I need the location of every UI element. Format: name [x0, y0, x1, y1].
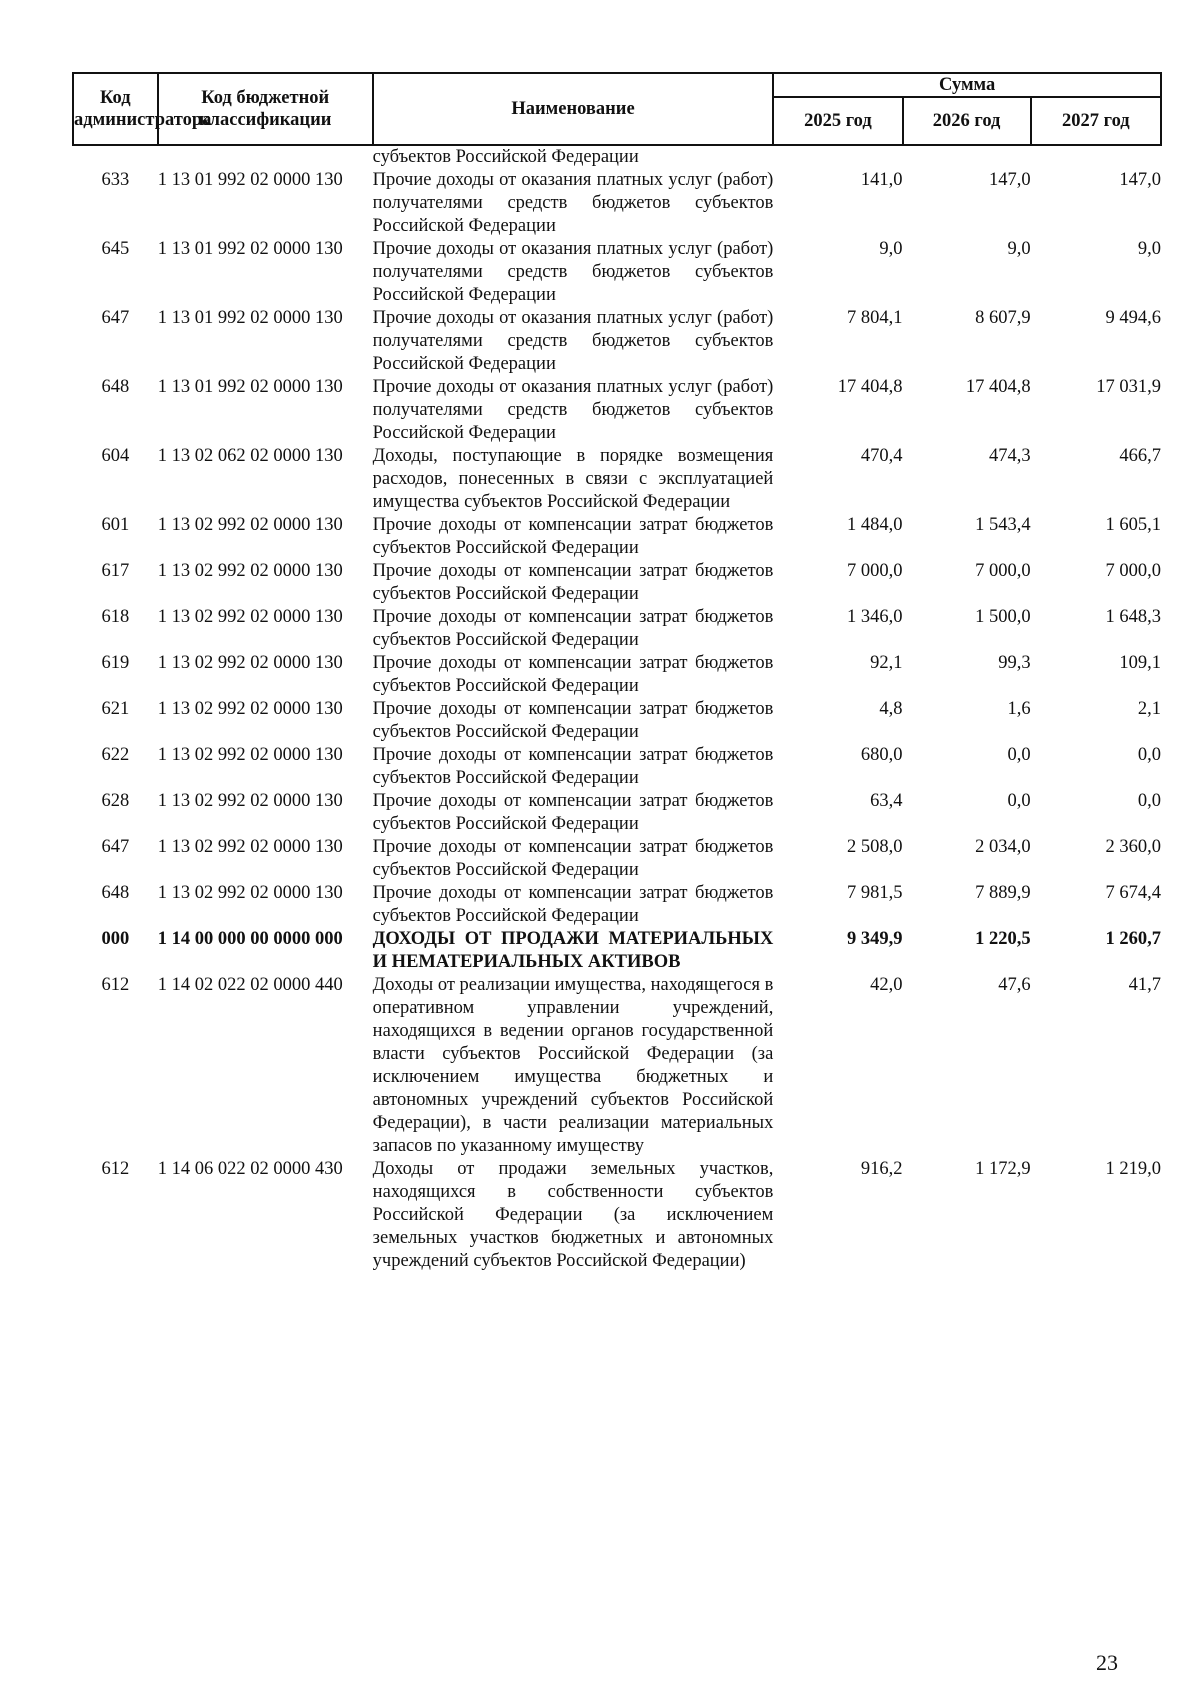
- amount-2025-cell: 680,0: [860, 745, 903, 765]
- table-row: [73, 606, 1161, 652]
- amount-2025-cell: 141,0: [860, 170, 903, 190]
- amount-2026-cell: 47,6: [998, 975, 1031, 995]
- table-row: [73, 560, 1161, 606]
- name-cell: Прочие доходы от компенсации затрат бюджетов субъектов Российской Федерации: [372, 883, 774, 926]
- header-year-2026: 2026 год: [903, 97, 1031, 145]
- table-row: [73, 698, 1161, 744]
- kbk-cell: 1 14 06 022 02 0000 430: [157, 1159, 343, 1179]
- amount-2025-cell: 7 000,0: [847, 561, 903, 581]
- amount-2027-cell: 2 360,0: [1105, 837, 1161, 857]
- name-cell: Прочие доходы от компенсации затрат бюджетов субъектов Российской Федерации: [372, 837, 774, 880]
- name-cell: Доходы от продажи земельных участков, находящихся в собственности субъектов Российской Федерации (за исключением земельных участков бюджетных и автономных учреждений субъектов Российской Федерации): [372, 1159, 774, 1271]
- amount-2025-cell: 9,0: [879, 239, 903, 259]
- amount-2027-cell: 7 674,4: [1105, 883, 1161, 903]
- amount-2026-cell: 1 220,5: [975, 929, 1031, 949]
- header-sum: Сумма: [773, 73, 1161, 97]
- amount-2026-cell: 2 034,0: [975, 837, 1031, 857]
- amount-2027-cell: 1 260,7: [1105, 929, 1161, 949]
- admin-code-cell: 619: [101, 653, 130, 673]
- admin-code-cell: 000: [101, 929, 130, 949]
- admin-code-cell: 648: [101, 883, 130, 903]
- admin-code-cell: 628: [101, 791, 130, 811]
- name-cell: Прочие доходы от оказания платных услуг (работ) получателями средств бюджетов субъектов Российской Федерации: [372, 308, 774, 374]
- amount-2026-cell: 17 404,8: [965, 377, 1031, 397]
- table-row: [73, 974, 1161, 1158]
- kbk-cell: 1 13 02 992 02 0000 130: [157, 791, 343, 811]
- table-row: [73, 1158, 1161, 1273]
- name-cell: Прочие доходы от компенсации затрат бюджетов субъектов Российской Федерации: [372, 515, 774, 558]
- header-admin-code: Код администратора: [73, 73, 158, 145]
- amount-2027-cell: 147,0: [1119, 170, 1161, 190]
- amount-2027-cell: 2,1: [1137, 699, 1161, 719]
- kbk-cell: 1 13 02 062 02 0000 130: [157, 446, 343, 466]
- table-row: [73, 744, 1161, 790]
- table-row: [73, 514, 1161, 560]
- amount-2027-cell: 466,7: [1119, 446, 1161, 466]
- table-header: [73, 73, 1161, 145]
- amount-2025-cell: 470,4: [860, 446, 903, 466]
- admin-code-cell: 647: [101, 308, 130, 328]
- page-number: 23: [1096, 1650, 1118, 1675]
- name-cell: Прочие доходы от компенсации затрат бюджетов субъектов Российской Федерации: [372, 607, 774, 650]
- admin-code-cell: 647: [101, 837, 130, 857]
- admin-code-cell: 618: [101, 607, 130, 627]
- header-name: Наименование: [373, 73, 774, 145]
- amount-2026-cell: 9,0: [1007, 239, 1031, 259]
- kbk-cell: 1 13 01 992 02 0000 130: [157, 377, 343, 397]
- amount-2026-cell: 1 172,9: [975, 1159, 1031, 1179]
- kbk-cell: 1 13 02 992 02 0000 130: [157, 607, 343, 627]
- name-cell: Прочие доходы от компенсации затрат бюджетов субъектов Российской Федерации: [372, 791, 774, 834]
- amount-2025-cell: 7 804,1: [847, 308, 903, 328]
- admin-code-cell: 612: [101, 1159, 130, 1179]
- amount-2027-cell: 9 494,6: [1105, 308, 1161, 328]
- header-year-2027: 2027 год: [1031, 97, 1161, 145]
- amount-2025-cell: 63,4: [870, 791, 903, 811]
- table-row: [73, 445, 1161, 514]
- amount-2026-cell: 1 543,4: [975, 515, 1031, 535]
- kbk-cell: 1 13 02 992 02 0000 130: [157, 837, 343, 857]
- admin-code-cell: 621: [101, 699, 130, 719]
- revenue-table: [72, 72, 1162, 1273]
- name-cell: ДОХОДЫ ОТ ПРОДАЖИ МАТЕРИАЛЬНЫХ И НЕМАТЕРИАЛЬНЫХ АКТИВОВ: [372, 929, 774, 972]
- amount-2026-cell: 147,0: [989, 170, 1031, 190]
- name-cell: Доходы, поступающие в порядке возмещения расходов, понесенных в связи с эксплуатацией имущества субъектов Российской Федерации: [372, 446, 774, 512]
- amount-2025-cell: 4,8: [879, 699, 903, 719]
- amount-2026-cell: 7 889,9: [975, 883, 1031, 903]
- amount-2025-cell: 1 346,0: [847, 607, 903, 627]
- amount-2027-cell: 1 648,3: [1105, 607, 1161, 627]
- kbk-cell: 1 13 01 992 02 0000 130: [157, 239, 343, 259]
- admin-code-cell: 622: [101, 745, 130, 765]
- amount-2027-cell: 109,1: [1119, 653, 1161, 673]
- amount-2027-cell: 9,0: [1137, 239, 1161, 259]
- table-row: [73, 238, 1161, 307]
- amount-2027-cell: 17 031,9: [1096, 377, 1161, 397]
- amount-2026-cell: 474,3: [989, 446, 1031, 466]
- amount-2026-cell: 1 500,0: [975, 607, 1031, 627]
- name-cell: Прочие доходы от компенсации затрат бюджетов субъектов Российской Федерации: [372, 653, 774, 696]
- name-cell: Прочие доходы от оказания платных услуг (работ) получателями средств бюджетов субъектов Российской Федерации: [372, 377, 774, 443]
- amount-2025-cell: 1 484,0: [847, 515, 903, 535]
- kbk-cell: 1 13 01 992 02 0000 130: [157, 308, 343, 328]
- admin-code-cell: 645: [101, 239, 130, 259]
- admin-code-cell: 601: [101, 515, 130, 535]
- table-body: [73, 145, 1161, 1273]
- amount-2027-cell: 1 605,1: [1105, 515, 1161, 535]
- amount-2025-cell: 92,1: [870, 653, 903, 673]
- kbk-cell: 1 13 01 992 02 0000 130: [157, 170, 343, 190]
- table-row: [73, 790, 1161, 836]
- kbk-cell: 1 13 02 992 02 0000 130: [157, 699, 343, 719]
- kbk-cell: 1 13 02 992 02 0000 130: [157, 653, 343, 673]
- table-row: [73, 652, 1161, 698]
- amount-2026-cell: 8 607,9: [975, 308, 1031, 328]
- amount-2027-cell: 0,0: [1137, 745, 1161, 765]
- document-page: [72, 72, 1162, 1273]
- header-year-2025: 2025 год: [773, 97, 902, 145]
- amount-2027-cell: 7 000,0: [1105, 561, 1161, 581]
- name-cell: Прочие доходы от компенсации затрат бюджетов субъектов Российской Федерации: [372, 745, 774, 788]
- table-row: [73, 307, 1161, 376]
- amount-2025-cell: 17 404,8: [837, 377, 903, 397]
- amount-2025-cell: 916,2: [860, 1159, 903, 1179]
- admin-code-cell: 612: [101, 975, 130, 995]
- name-cell: Прочие доходы от компенсации затрат бюджетов субъектов Российской Федерации: [372, 561, 774, 604]
- table-row: [73, 882, 1161, 928]
- table-row: [73, 169, 1161, 238]
- name-cell: Прочие доходы от оказания платных услуг (работ) получателями средств бюджетов субъектов Российской Федерации: [372, 170, 774, 236]
- kbk-cell: 1 13 02 992 02 0000 130: [157, 745, 343, 765]
- amount-2026-cell: 0,0: [1007, 745, 1031, 765]
- name-cell: Прочие доходы от оказания платных услуг (работ) получателями средств бюджетов субъектов Российской Федерации: [372, 239, 774, 305]
- amount-2026-cell: 99,3: [998, 653, 1031, 673]
- table-row: [73, 376, 1161, 445]
- amount-2025-cell: 7 981,5: [847, 883, 903, 903]
- admin-code-cell: 633: [101, 170, 130, 190]
- amount-2026-cell: 1,6: [1007, 699, 1031, 719]
- kbk-cell: 1 13 02 992 02 0000 130: [157, 515, 343, 535]
- amount-2027-cell: 41,7: [1128, 975, 1161, 995]
- admin-code-cell: 617: [101, 561, 130, 581]
- amount-2026-cell: 7 000,0: [975, 561, 1031, 581]
- admin-code-cell: 604: [101, 446, 130, 466]
- table-row: [73, 836, 1161, 882]
- name-cell: Доходы от реализации имущества, находящегося в оперативном управлении учреждений, находящихся в ведении органов государственной власти субъектов Российской Федерации (за исключением имущества бюджетных и автономных учреждений субъектов Российской Федерации), в части реализации материальных запасов по указанному имуществу: [372, 975, 774, 1156]
- kbk-cell: 1 14 00 000 00 0000 000: [157, 929, 343, 949]
- kbk-cell: 1 14 02 022 02 0000 440: [157, 975, 343, 995]
- amount-2027-cell: 1 219,0: [1105, 1159, 1161, 1179]
- continuation-row: [73, 145, 1161, 169]
- admin-code-cell: 648: [101, 377, 130, 397]
- table-row: [73, 928, 1161, 974]
- amount-2026-cell: 0,0: [1007, 791, 1031, 811]
- name-cell: Прочие доходы от компенсации затрат бюджетов субъектов Российской Федерации: [372, 699, 774, 742]
- amount-2025-cell: 42,0: [870, 975, 903, 995]
- amount-2027-cell: 0,0: [1137, 791, 1161, 811]
- continuation-text: субъектов Российской Федерации: [372, 147, 639, 167]
- kbk-cell: 1 13 02 992 02 0000 130: [157, 883, 343, 903]
- amount-2025-cell: 2 508,0: [847, 837, 903, 857]
- amount-2025-cell: 9 349,9: [847, 929, 903, 949]
- header-kbk: Код бюджетной классификации: [158, 73, 373, 145]
- kbk-cell: 1 13 02 992 02 0000 130: [157, 561, 343, 581]
